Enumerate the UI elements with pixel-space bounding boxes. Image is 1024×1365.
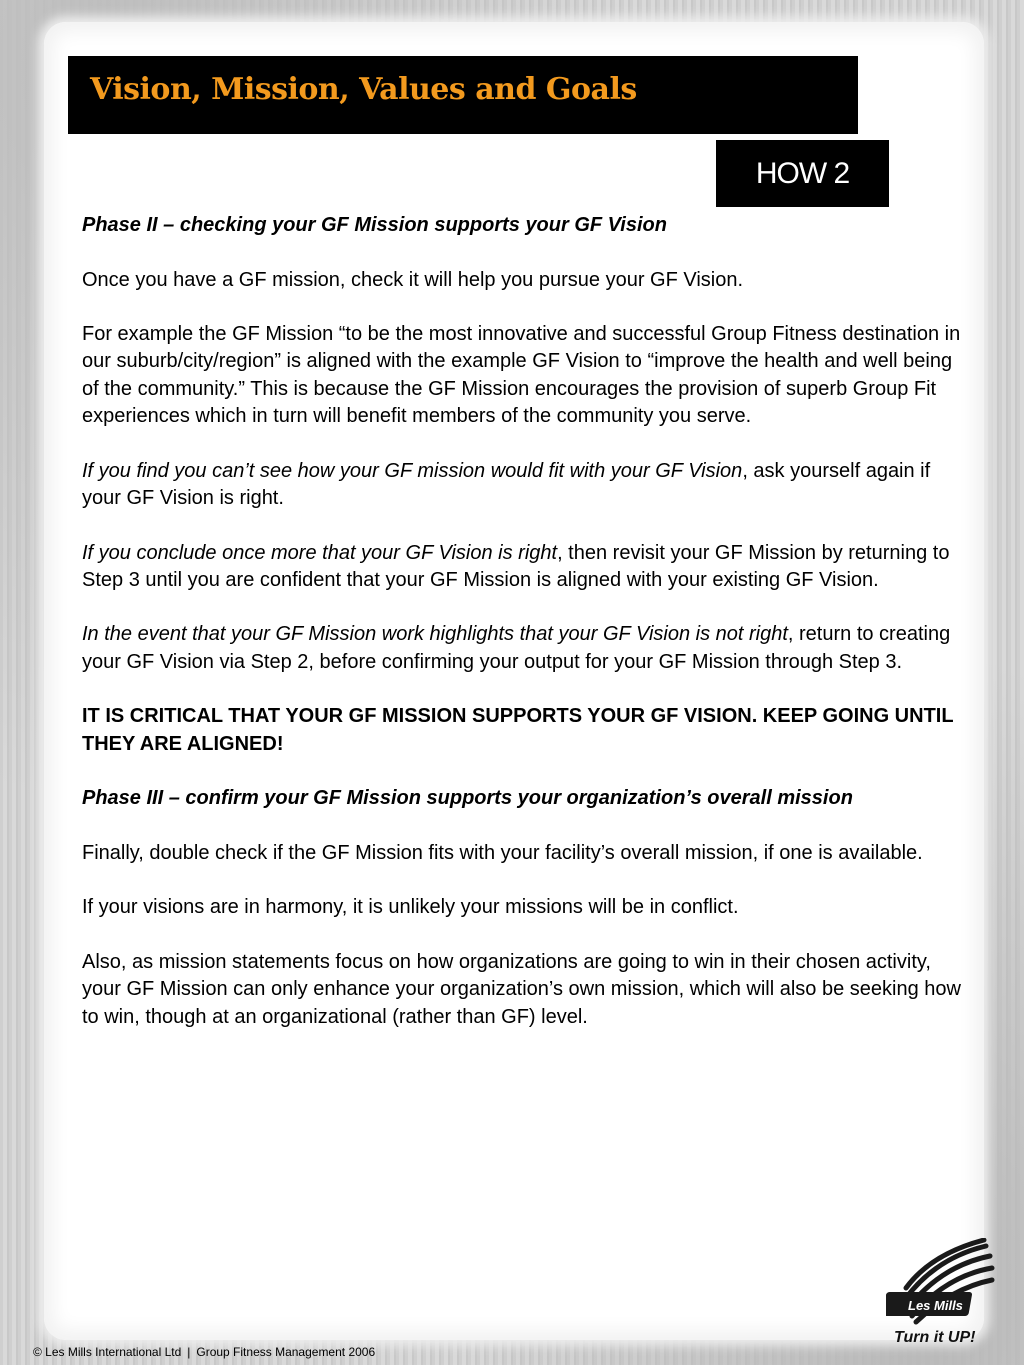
paragraph-8: Also, as mission statements focus on how organizations are going to win in their chosen activity, your GF Mission can only enhance your organization’s own mission, which will also be seeking how to win, though at an organizational (rather than GF) level. (82, 951, 961, 1028)
how-step-badge (716, 140, 889, 207)
paragraph-4-text: , then revisit your GF Mission by returning to Step 3 until you are confident that your GF Mission is aligned with your existing GF Vision. (82, 541, 950, 591)
les-mills-logo (886, 1238, 998, 1350)
phase-2-heading: Phase II – checking your GF Mission supports your GF Vision (82, 214, 667, 236)
paragraph-5 (82, 621, 962, 676)
paragraph-1: Once you have a GF mission, check it will help you pursue your GF Vision. (82, 268, 744, 291)
paragraph-7: If your visions are in harmony, it is unlikely your missions will be in conflict. (82, 896, 739, 919)
critical-notice: IT IS CRITICAL THAT YOUR GF MISSION SUPPORTS YOUR GF VISION. KEEP GOING UNTIL THEY ARE ALIGNED! (82, 705, 954, 755)
paragraph-4-emphasis: If you conclude once more that your GF Vision is right (82, 541, 558, 564)
paragraph-3-text: , ask yourself again if your GF Vision is right. (82, 459, 931, 509)
footer-document: Group Fitness Management 2006 (196, 1345, 376, 1359)
les-mills-logo-graphic (886, 1238, 998, 1350)
footer-separator: | (187, 1345, 191, 1359)
paragraph-3-emphasis: If you find you can’t see how your GF mission would fit with your GF Vision (82, 459, 743, 482)
how-step-label: HOW 2 (755, 156, 850, 190)
footer-copyright: © Les Mills International Ltd (33, 1345, 182, 1359)
main-content (82, 212, 962, 1058)
page-title: Vision, Mission, Values and Goals (90, 72, 637, 107)
logo-slogan-text: Turn it UP! (894, 1329, 976, 1346)
title-bar (68, 56, 858, 134)
paragraph-5-text: , return to creating your GF Vision via Step 2, before confirming your output for your GF Mission through Step 3. (82, 623, 951, 673)
paragraph-6: Finally, double check if the GF Mission fits with your facility’s overall mission, if one is available. (82, 841, 923, 864)
paragraph-2: For example the GF Mission “to be the most innovative and successful Group Fitness destination in our suburb/city/region” is aligned with the example GF Vision to “improve the health and well being of the community.” This is because the GF Mission encourages the provision of superb Group Fit experiences which in turn will benefit members of the community you serve. (82, 323, 961, 428)
paragraph-5-emphasis: In the event that your GF Mission work highlights that your GF Vision is not right (82, 623, 788, 646)
logo-brand-text: Les Mills (908, 1298, 963, 1313)
phase-3-heading: Phase III – confirm your GF Mission supports your organization’s overall mission (82, 787, 853, 810)
footer (33, 1345, 375, 1359)
paragraph-4 (82, 540, 962, 595)
paragraph-3 (82, 458, 962, 513)
